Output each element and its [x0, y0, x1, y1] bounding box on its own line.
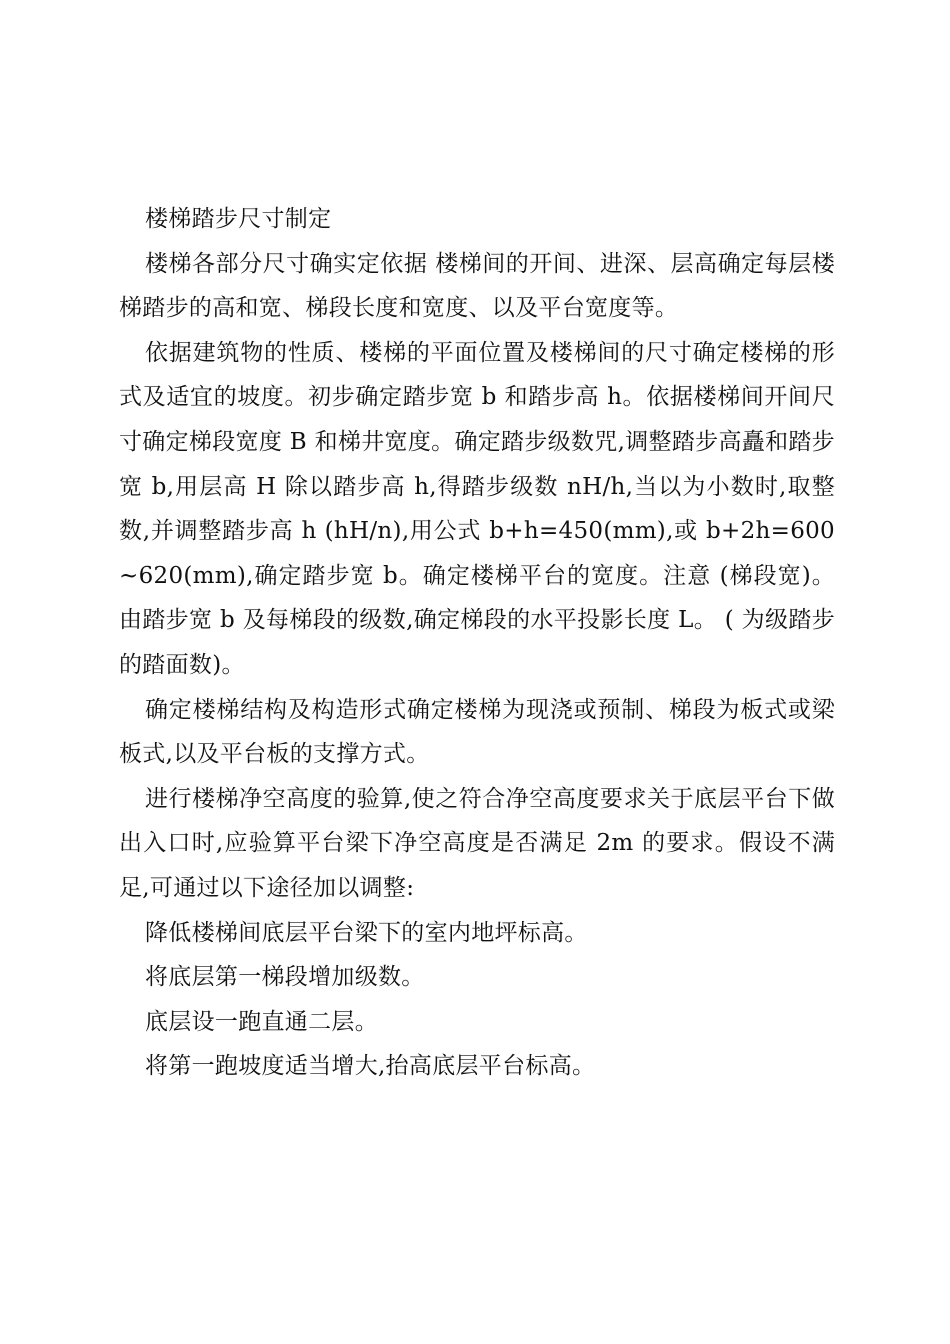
list-item-lower-floor: 降低楼梯间底层平台梁下的室内地坪标高。 — [145, 919, 588, 946]
list-item-increase-slope: 将第一跑坡度适当增大,抬高底层平台标高。 — [145, 1053, 596, 1080]
paragraph-basis: 楼梯各部分尺寸确实定依据 楼梯间的开间、进深、层高确定每层楼梯踏步的高和宽、梯段长度和宽度、以及平台宽度等。 — [119, 250, 835, 322]
list-item-direct-run: 底层设一跑直通二层。 — [145, 1008, 378, 1035]
paragraph-clearance: 进行楼梯净空高度的验算,使之符合净空高度要求关于底层平台下做出入口时,应验算平台梁下净空高度是否满足 2m 的要求。假设不满足,可通过以下途径加以调整: — [119, 785, 835, 901]
paragraph-structure: 确定楼梯结构及构造形式确定楼梯为现浇或预制、梯段为板式或梁板式,以及平台板的支撑方式。 — [119, 696, 835, 768]
document-body — [119, 197, 835, 1089]
paragraph-method: 依据建筑物的性质、楼梯的平面位置及楼梯间的尺寸确定楼梯的形式及适宜的坡度。初步确定踏步宽 b 和踏步高 h。依据楼梯间开间尺寸确定梯段宽度 B 和梯井宽度。确定踏步级数咒,调整踏步高矗和踏步宽 b,用层高 H 除以踏步高 h,得踏步级数 nH/h,当以为小数时,取整数,并调整踏步高 h (hH/n),用公式 b+h=450(mm),或 b+2h=600~620(mm),确定踏步宽 b。确定楼梯平台的宽度。注意 (梯段宽)。由踏步宽 b 及每梯段的级数,确定梯段的水平投影长度 L。 ( 为级踏步的踏面数)。 — [119, 339, 835, 678]
list-item-add-steps: 将底层第一梯段增加级数。 — [145, 964, 425, 991]
heading-paragraph: 楼梯踏步尺寸制定 — [145, 206, 332, 232]
